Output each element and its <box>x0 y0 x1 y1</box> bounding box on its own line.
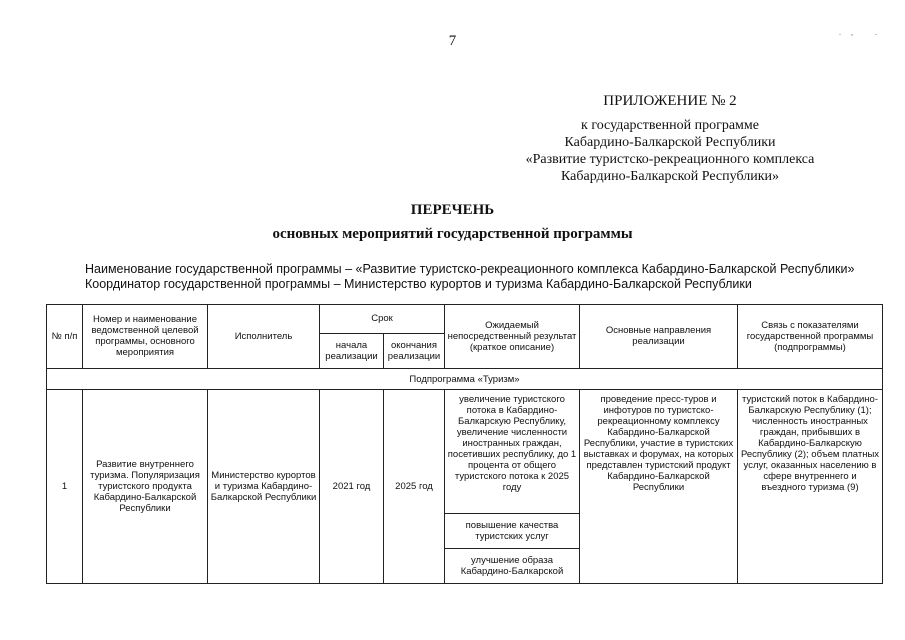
header-term: Срок <box>320 305 445 334</box>
row-num: 1 <box>47 390 83 584</box>
corner-marks: ., . <box>839 28 887 37</box>
page-number: 7 <box>448 33 457 49</box>
appendix-line: Кабардино-Балкарской Республики <box>564 135 776 150</box>
row-result-1: увеличение туристского потока в Кабардино-Балкарскую Республику, увеличение численности иностранных граждан, посетивших республику, до 1 процента от общего туристского потока к 2025 году <box>445 390 580 514</box>
header-row <box>47 305 883 334</box>
header-result: Ожидаемый непосредственный результат (краткое описание) <box>445 305 580 369</box>
header-directions: Основные направления реализации <box>580 305 738 369</box>
measures-table <box>46 304 883 584</box>
appendix-line: Кабардино-Балкарской Республики» <box>561 169 779 184</box>
row-name: Развитие внутреннего туризма. Популяризация туристского продукта Кабардино-Балкарской Республики <box>83 390 208 584</box>
program-name: Наименование государственной программы – «Развитие туристско-рекреационного комплекса Кабардино-Балкарской Республики» <box>85 262 855 276</box>
row-directions: проведение пресс-туров и инфотуров по туристско-рекреационному комплексу Кабардино-Балкарской Республики, участие в туристских выставках и форумах, на которых представлен туристский продукт Кабардино-Балкарской Республики <box>580 390 738 584</box>
header-name: Номер и наименование ведомственной целевой программы, основного мероприятия <box>83 305 208 369</box>
header-link: Связь с показателями государственной программы (подпрограммы) <box>738 305 883 369</box>
row-executor: Министерство курортов и туризма Кабардино-Балкарской Республики <box>208 390 320 584</box>
header-num: № п/п <box>47 305 83 369</box>
table-row <box>47 390 883 514</box>
header-executor: Исполнитель <box>208 305 320 369</box>
header-term-start: начала реализации <box>320 333 384 368</box>
document-title: ПЕРЕЧЕНЬ <box>410 202 495 218</box>
row-result-2: повышение качества туристских услуг <box>445 513 580 548</box>
row-start: 2021 год <box>320 390 384 584</box>
appendix-line: «Развитие туристско-рекреационного комплекса <box>525 152 815 167</box>
program-coordinator: Координатор государственной программы – Министерство курортов и туризма Кабардино-Балкарской Республики <box>85 277 752 291</box>
header-term-end: окончания реализации <box>384 333 445 368</box>
row-link: туристский поток в Кабардино-Балкарскую Республику (1); численность иностранных граждан, прибывших в Кабардино-Балкарскую Республику (2); объем платных услуг, оказанных населению в сфере внутреннего и въездного туризма (9) <box>738 390 883 584</box>
section-row <box>47 368 883 390</box>
appendix-caption <box>490 117 850 185</box>
section-title: Подпрограмма «Туризм» <box>47 368 883 390</box>
row-result-3: улучшение образа Кабардино-Балкарской <box>445 548 580 583</box>
appendix-title: ПРИЛОЖЕНИЕ № 2 <box>603 93 737 109</box>
document-subtitle: основных мероприятий государственной программы <box>272 226 633 242</box>
appendix-line: к государственной программе <box>581 118 759 133</box>
row-end: 2025 год <box>384 390 445 584</box>
